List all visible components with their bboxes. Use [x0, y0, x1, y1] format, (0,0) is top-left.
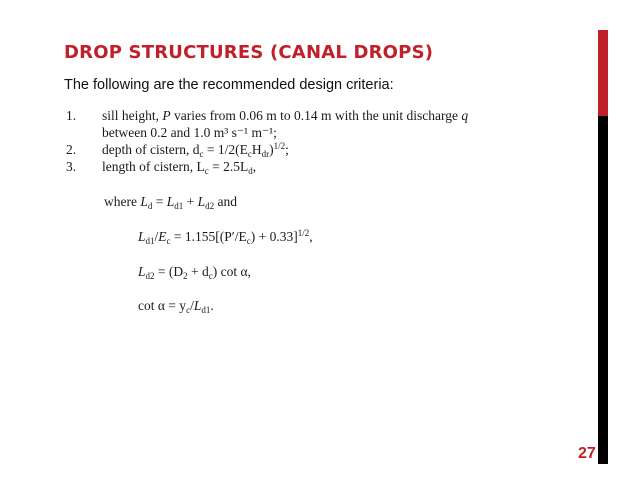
equation-1: $L_{d1}/E_c = 1.155[(P'/E_c) + 0.33]^{1/2}$,	[138, 228, 313, 246]
criteria-text: sill height,	[102, 108, 163, 123]
accent-bar-black	[598, 116, 608, 464]
list-item	[66, 107, 536, 141]
eq-text: = 1.155[(P′/E	[170, 229, 247, 244]
equation-2: $L_{d2} = (D_2 + d_c)$ cot α,	[138, 264, 251, 281]
criteria-text: depth of cistern, d	[102, 142, 200, 157]
criteria-sub: c	[199, 149, 204, 159]
criteria-text: )	[269, 142, 274, 157]
criteria-sub: c	[204, 166, 209, 176]
criteria-var: q	[461, 108, 469, 123]
equation-where: where $L_d = L_{d1} + L_{d2}$ and	[104, 194, 238, 211]
list-item-number: 2.	[66, 142, 77, 157]
accent-bar-red	[598, 30, 608, 116]
eq-text: ,	[309, 229, 313, 244]
criteria-text: between 0.2 and 1.0 m³ s⁻¹ m⁻¹;	[102, 125, 277, 140]
criteria-sub: c	[247, 149, 252, 159]
eq-text: + d	[187, 264, 209, 279]
eq-text: ) cot α,	[212, 264, 251, 279]
eq-text: and	[217, 194, 238, 209]
criteria-text: length of cistern, L	[102, 159, 205, 174]
criteria-text: = 2.5L	[208, 159, 249, 174]
list-item	[66, 158, 536, 175]
list-item	[66, 141, 536, 158]
page-number: 27	[578, 445, 596, 462]
criteria-list	[66, 107, 536, 175]
list-item-text	[102, 158, 536, 175]
criteria-text: H	[251, 142, 262, 157]
list-item-number: 3.	[66, 159, 77, 174]
list-item-number: 1.	[66, 108, 77, 123]
criteria-text: = 1/2(E	[203, 142, 248, 157]
eq-text: where	[104, 194, 137, 209]
eq-text: .	[210, 298, 214, 313]
eq-text: = (D	[154, 264, 184, 279]
criteria-text: varies from 0.06 m to 0.14 m with the unit discharge	[170, 108, 462, 123]
criteria-sub: d	[248, 166, 253, 176]
eq-text: ) + 0.33]	[250, 229, 298, 244]
criteria-text: ;	[285, 142, 289, 157]
eq-sup: 1/2	[297, 228, 310, 238]
slide-subtitle: The following are the recommended design criteria:	[64, 77, 394, 93]
criteria-sup: 1/2	[273, 141, 286, 151]
list-item-text	[102, 141, 536, 158]
criteria-var: P	[162, 108, 171, 123]
slide-title: DROP STRUCTURES (CANAL DROPS)	[64, 42, 434, 63]
eq-text: cot α = y	[138, 298, 187, 313]
equation-3: $\cot \alpha = y_c/L_{d1}$.	[138, 298, 214, 315]
criteria-sub: dr	[261, 149, 270, 159]
list-item-text	[102, 107, 536, 141]
criteria-text: ,	[252, 159, 257, 174]
